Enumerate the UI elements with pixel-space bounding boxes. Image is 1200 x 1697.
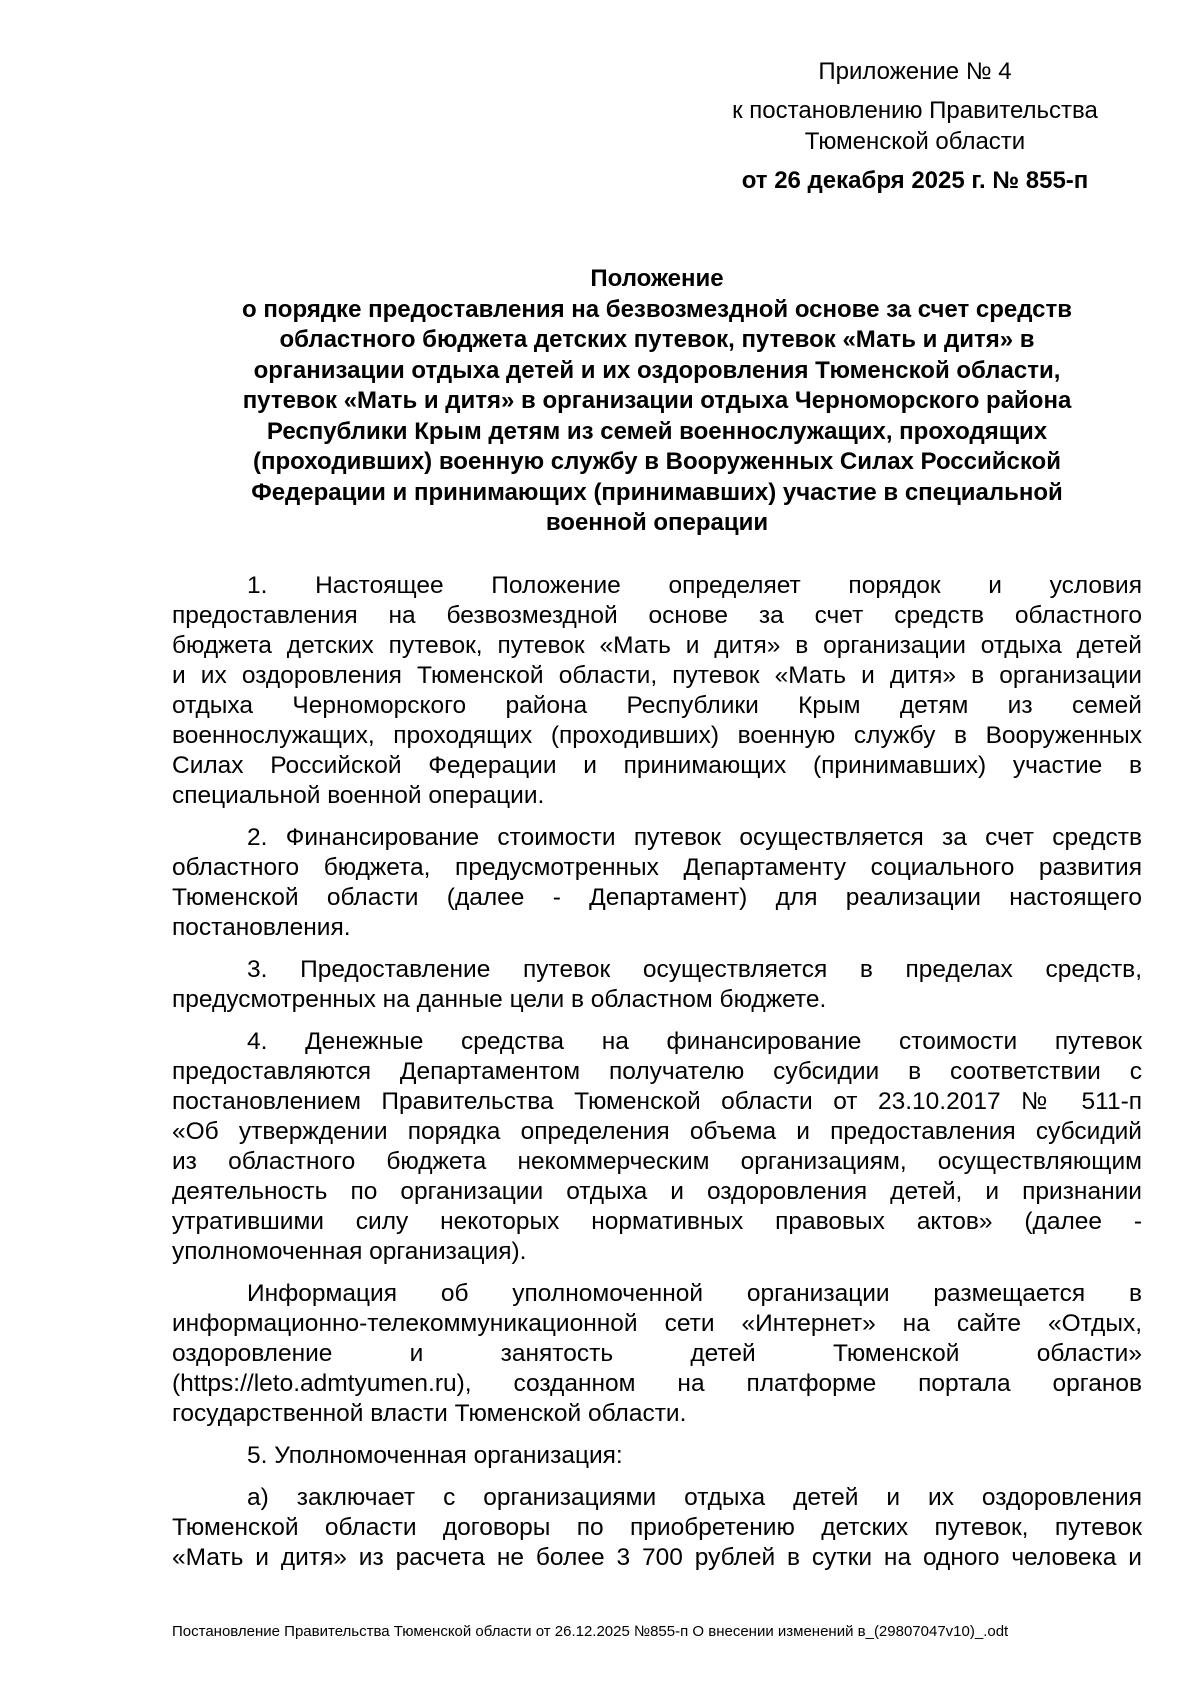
paragraph-line: предоставляются Департаментом получателю субсидии в соответствии с bbox=[172, 1058, 1142, 1085]
paragraph-line: 3. Предоставление путевок осуществляется в пределах средств, bbox=[247, 956, 1142, 983]
appendix-number: Приложение № 4 bbox=[818, 58, 1012, 85]
title-line: Федерации и принимающих (принимавших) участие в специальной bbox=[251, 478, 1063, 506]
title-line: о порядке предоставления на безвозмездной основе за счет средств bbox=[241, 295, 1072, 323]
paragraph bbox=[172, 571, 1142, 811]
paragraph-line: 1. Настоящее Положение определяет порядок и условия bbox=[247, 572, 1142, 599]
paragraph-line: бюджета детских путевок, путевок «Мать и дитя» в организации отдыха детей bbox=[172, 632, 1142, 659]
paragraph-line: утратившими силу некоторых нормативных правовых актов» (далее - bbox=[172, 1208, 1142, 1235]
document-title bbox=[172, 264, 1142, 539]
paragraph-line: постановлением Правительства Тюменской области от 23.10.2017 № 511-п bbox=[172, 1088, 1142, 1115]
paragraph-line: 4. Денежные средства на финансирование стоимости путевок bbox=[247, 1028, 1142, 1055]
paragraph-line: Силах Российской Федерации и принимающих (принимавших) участие в bbox=[172, 752, 1142, 779]
paragraph bbox=[172, 1279, 1142, 1429]
paragraph bbox=[172, 955, 1142, 1015]
document-header bbox=[700, 56, 1130, 196]
resolution-reference-line-1: к постановлению Правительства bbox=[732, 97, 1098, 124]
paragraph-line: 2. Финансирование стоимости путевок осуществляется за счет средств bbox=[247, 824, 1142, 851]
paragraph-line: специальной военной операции. bbox=[172, 782, 545, 809]
resolution-date: от 26 декабря 2025 г. № 855-п bbox=[741, 167, 1089, 194]
paragraph-line: Тюменской области (далее - Департамент) для реализации настоящего bbox=[172, 884, 1142, 911]
paragraph-line: а) заключает с организациями отдыха детей и их оздоровления bbox=[247, 1484, 1142, 1511]
paragraph-line: «Мать и дитя» из расчета не более 3 700 рублей в сутки на одного человека и bbox=[172, 1544, 1142, 1571]
document-body bbox=[172, 571, 1142, 1585]
paragraph-line: 5. Уполномоченная организация: bbox=[247, 1442, 623, 1469]
paragraph-line: оздоровление и занятость детей Тюменской области» bbox=[172, 1340, 1142, 1367]
paragraph-line: военнослужащих, проходящих (проходивших) военную службу в Вооруженных bbox=[172, 722, 1142, 749]
paragraph-line: (https://leto.admtyumen.ru), созданном на платформе портала органов bbox=[172, 1370, 1142, 1397]
title-line: военной операции bbox=[545, 509, 769, 536]
paragraph-line: уполномоченная организация). bbox=[172, 1238, 527, 1265]
paragraph-line: из областного бюджета некоммерческим организациям, осуществляющим bbox=[172, 1148, 1142, 1175]
resolution-reference-line-2: Тюменской области bbox=[804, 128, 1026, 155]
title-line: Республики Крым детям из семей военнослужащих, проходящих bbox=[266, 417, 1048, 445]
title-line: Положение bbox=[590, 265, 724, 292]
paragraph-line: предусмотренных на данные цели в областном бюджете. bbox=[172, 986, 827, 1013]
paragraph-line: государственной власти Тюменской области. bbox=[172, 1400, 687, 1427]
title-line: организации отдыха детей и их оздоровления Тюменской области, bbox=[253, 356, 1061, 384]
paragraph-line: Информация об уполномоченной организации размещается в bbox=[247, 1280, 1142, 1307]
paragraph-line: областного бюджета, предусмотренных Департаменту социального развития bbox=[172, 854, 1142, 881]
paragraph-line: информационно-телекоммуникационной сети «Интернет» на сайте «Отдых, bbox=[172, 1310, 1142, 1337]
paragraph-line: деятельность по организации отдыха и оздоровления детей, и признании bbox=[172, 1178, 1142, 1205]
paragraph-line: и их оздоровления Тюменской области, путевок «Мать и дитя» в организации bbox=[172, 662, 1142, 689]
title-line: областного бюджета детских путевок, путевок «Мать и дитя» в bbox=[279, 326, 1035, 353]
paragraph bbox=[172, 1483, 1142, 1573]
paragraph-line: предоставления на безвозмездной основе за счет средств областного bbox=[172, 602, 1142, 629]
paragraph bbox=[172, 1441, 1142, 1471]
paragraph-line: Тюменской области договоры по приобретению детских путевок, путевок bbox=[172, 1514, 1142, 1541]
paragraph bbox=[172, 823, 1142, 943]
title-line: (проходивших) военную службу в Вооруженных Силах Российской bbox=[253, 448, 1061, 475]
paragraph-line: «Об утверждении порядка определения объема и предоставления субсидий bbox=[172, 1118, 1142, 1145]
document-footer: Постановление Правительства Тюменской области от 26.12.2025 №855-п О внесении изменений в_(29807047v10)_.odt bbox=[172, 1623, 1009, 1640]
paragraph-line: постановления. bbox=[172, 914, 351, 941]
paragraph bbox=[172, 1027, 1142, 1267]
paragraph-line: отдыха Черноморского района Республики Крым детям из семей bbox=[172, 692, 1142, 719]
title-line: путевок «Мать и дитя» в организации отдыха Черноморского района bbox=[242, 387, 1072, 414]
